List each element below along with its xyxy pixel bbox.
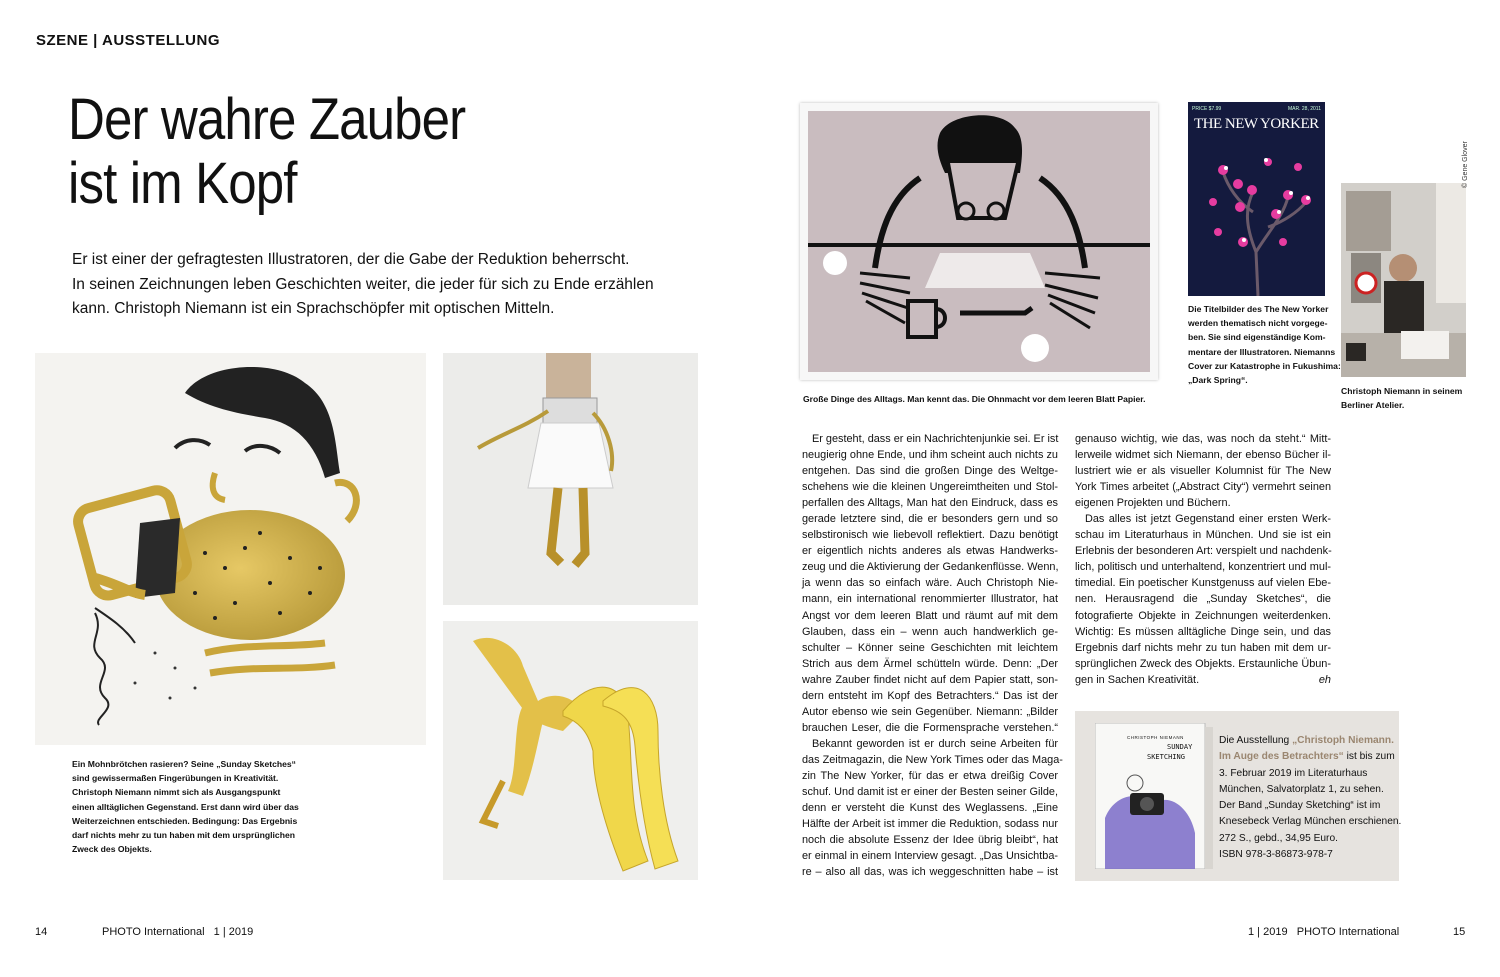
footer-magazine-right: 1 | 2019 PHOTO International xyxy=(1248,926,1400,938)
book-cover-sunday-sketching xyxy=(1095,723,1217,869)
banana-horse-illustration xyxy=(443,621,698,880)
footer-magazine-left: PHOTO International 1 | 2019 xyxy=(102,926,254,938)
caption-atelier: Christoph Niemann in seinem Berliner Atelier. xyxy=(1341,386,1463,411)
photo-banana-horse xyxy=(443,621,698,880)
caption-cover: Die Titelbilder des The New Yorker werden thematisch nicht vorgege- ben. Sie sind eigenständige Kom- mentare der Illustratoren. Niemanns Cover zur Katastrophe in Fukushima: „Dark Spring“. xyxy=(1188,304,1341,386)
photo-atelier xyxy=(1341,183,1466,377)
caption-poppyseed-roll: Ein Mohnbrötchen rasieren? Seine „Sunday Sketches“ sind gewissermaßen Fingerübungen in Kreativität. Christoph Niemann nimmt sich als Ausgangspunkt einen alltäglichen Gegenstand. Erst dann wird über das Weiterzeichnen entschieden. Bedingung: Das Ergebnis darf nichts mehr zu tun haben mit dem ursprünglichen Zweck des Objekts. xyxy=(72,759,299,855)
photo-new-yorker-cover: PRICE $7.99 MAR. 28, 2011 THE NEW YORKER xyxy=(1188,102,1325,296)
photo-brush-dancer xyxy=(443,353,698,605)
desk-illustration xyxy=(800,103,1158,380)
body-column-2: genauso wichtig, wie das, was noch da steht.“ Mitt- lerweile widmet sich Niemann, der ebenso Bücher il- lustriert wie er als visueller Kolumnist für The New York Times arbeitet („Abstract City“) vermehrt seinen eigenen Projekten und Büchern. Das alles ist jetzt Gegenstand einer ersten Werk- schau im Literaturhaus in München. Und sie ist ein Erlebnis der besonderen Art: verspielt und nachdenk- lich, politisch und unterhaltend, konzentriert und mul- timedial. Ein poetischer Kunstgenuss auf vielen Ebe- nen. Herausragend die „Sunday Sketches“, die fotografierte Objekte in Zeichnungen weiterdenken. Wichtig: Es müssen alltägliche Dinge sein, und das Ergebnis darf nichts mehr zu tun haben mit dem ur- sprünglichen Zweck des Objekts. Erstaunliche Übun- gen in Sachen Kreativität. eh xyxy=(1075,431,1331,688)
section-label: SZENE | AUSSTELLUNG xyxy=(36,32,220,49)
photo-credit: © Gene Glover xyxy=(1462,141,1469,188)
brush-dancer-illustration xyxy=(443,353,698,605)
infobox-text: Die Ausstellung „Christoph Niemann. Im Auge des Betrachters“ ist bis zum 3. Februar 2019 im Literaturhaus München, Salvatorplatz 1, zu sehen. Der Band „Sunday Sketching“ ist im Knesebeck Verlag München erschienen. 272 S., gebd., 34,95 Euro. ISBN 978-3-86873-978-7 xyxy=(1219,735,1402,861)
page-number-left: 14 xyxy=(35,926,48,938)
exhibition-infobox: CHRISTOPH NIEMANN SUNDAY SKETCHING Die Ausstellung „Christoph Niemann. Im Auge des Betrachters“ ist bis zum 3. Februar 2019 im Literaturhaus München, Salvatorplatz 1, zu sehen. Der Band „Sunday Sketching“ ist im Knesebeck Verlag München erschienen. 272 S., gebd., 34,95 Euro. ISBN 978-3-86873-978-7 xyxy=(1075,711,1399,881)
page-number-right: 15 xyxy=(1453,926,1466,938)
article-headline: Der wahre Zauber ist im Kopf xyxy=(68,87,466,216)
poppyseed-roll-illustration xyxy=(35,353,426,745)
article-lead: Er ist einer der gefragtesten Illustratoren, der die Gabe der Reduktion beherrscht. In seinen Zeichnungen leben Geschichten weiter, die jeder für sich zu Ende erzählen kann. Christoph Niemann ist ein Sprachschöpfer mit optischen Mitteln. xyxy=(72,251,654,317)
cherry-blossom-illustration xyxy=(1188,102,1325,296)
photo-desk-illustration xyxy=(800,103,1158,380)
caption-desk: Große Dinge des Alltags. Man kennt das. Die Ohnmacht vor dem leeren Blatt Papier. xyxy=(803,394,1146,404)
photo-poppyseed-roll xyxy=(35,353,426,745)
author-signature: eh xyxy=(1318,673,1331,686)
body-column-1: Er gesteht, dass er ein Nachrichtenjunkie sei. Er ist neugierig ohne Ende, und ihm scheint auch nichts zu entgehen. Das sind die großen Dinge des Weltge- schehens wie die kleinen Ungereimtheiten und Stol- perfallen des Alltags, Man hat den Eindruck, dass es gerade letztere sind, die er besonders gern und so selbstironisch wie liebevoll reflektiert. Dazu benötigt er eigentlich nichts anderes als etwas Handwerks- zeug und die Aktivierung der Gedankenflüsse. Wenn, ja wenn das so einfach wäre. Auch Christoph Nie- mann, ein international renommierter Illustrator, hat Angst vor dem leeren Blatt und räumt auf mit dem Glauben, dass ein – wenn auch handwerklich ge- schulter – Könner seine Geschichten mit leichtem Strich aus dem Ärmel schütteln würde. Denn: „Der wahre Zauber findet nicht auf dem Papier statt, son- dern entsteht im Kopf des Betrachters.“ Das ist der Autor ebenso wie sein Gegenüber. Niemann: „Bilder brauchen Leser, die die Formensprache verstehen.“ Bekannt geworden ist er durch seine Arbeiten für das Zeitmagazin, die New York Times oder das Maga- zin The New Yorker, für das er etwa dreißig Cover schuf. Und damit ist er einer der Besten seiner Gilde, denn er versteht die Kunst des Weglassens. „Eine Hälfte der Arbeit ist immer die Reduktion, sodass nur noch die absolute Essenz der Idee übrig bleibt“, hat er einmal in einem Interview gesagt. „Das Unsichtba- re – also all das, was ich weggeschnitten habe – ist xyxy=(802,433,1063,879)
exhibition-title: „Christoph Niemann. xyxy=(1292,735,1394,746)
atelier-scene xyxy=(1341,183,1466,377)
new-yorker-masthead: THE NEW YORKER xyxy=(1194,116,1319,132)
